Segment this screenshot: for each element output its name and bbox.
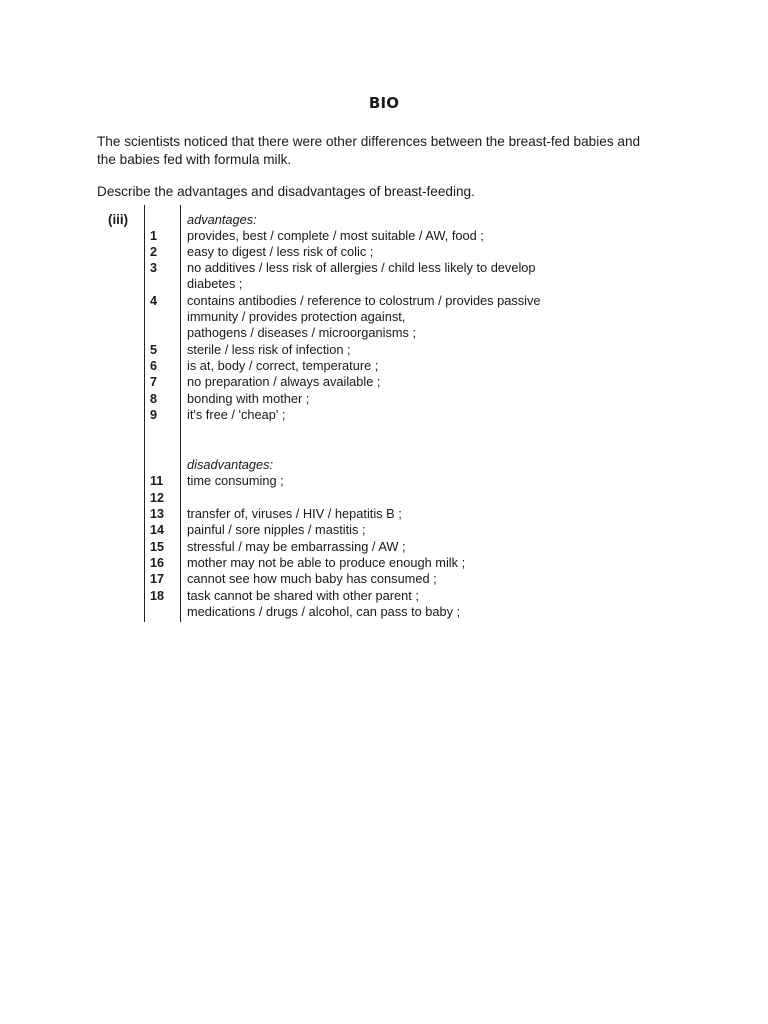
item-number: 5 <box>150 343 158 357</box>
item-number: 11 <box>150 474 164 488</box>
list-item <box>0 358 768 374</box>
list-item <box>0 244 768 260</box>
list-item <box>0 588 768 604</box>
list-item <box>0 276 768 292</box>
item-number: 2 <box>150 245 158 259</box>
item-text: cannot see how much baby has consumed ; <box>187 571 437 586</box>
item-text: painful / sore nipples / mastitis ; <box>187 522 366 537</box>
list-item <box>0 228 768 244</box>
list-item <box>0 325 768 341</box>
item-text: medications / drugs / alcohol, can pass to baby ; <box>187 604 461 619</box>
advantages-heading: advantages: <box>187 212 257 227</box>
item-text: pathogens / diseases / microorganisms ; <box>187 325 417 340</box>
list-item <box>0 293 768 309</box>
item-text: task cannot be shared with other parent ; <box>187 588 419 603</box>
list-item <box>0 571 768 587</box>
item-number: 17 <box>150 572 165 586</box>
item-text: contains antibodies / reference to colostrum / provides passive <box>187 293 541 308</box>
list-item <box>0 260 768 276</box>
advantages-heading-row <box>0 212 768 228</box>
list-item <box>0 309 768 325</box>
list-item <box>0 604 768 620</box>
item-number: 4 <box>150 294 158 308</box>
list-item <box>0 374 768 390</box>
item-number: 16 <box>150 556 165 570</box>
item-text: sterile / less risk of infection ; <box>187 342 351 357</box>
item-number: 6 <box>150 359 158 373</box>
item-number: 9 <box>150 408 158 422</box>
list-item <box>0 407 768 423</box>
item-number: 8 <box>150 392 158 406</box>
item-text: is at, body / correct, temperature ; <box>187 358 379 373</box>
list-item <box>0 539 768 555</box>
list-item <box>0 506 768 522</box>
item-number: 3 <box>150 261 158 275</box>
item-number: 13 <box>150 507 165 521</box>
disadvantages-heading-row <box>0 457 768 473</box>
item-number: 7 <box>150 375 158 389</box>
page-title: BIO <box>368 94 400 112</box>
item-text: stressful / may be embarrassing / AW ; <box>187 539 406 554</box>
item-text: easy to digest / less risk of colic ; <box>187 244 374 259</box>
intro-paragraph: The scientists noticed that there were other differences between the breast-fed babies and the babies fed with formula milk. <box>97 134 641 167</box>
item-text: bonding with mother ; <box>187 391 310 406</box>
list-item <box>0 473 768 489</box>
item-number: 12 <box>150 491 165 505</box>
disadvantages-heading: disadvantages: <box>187 457 274 472</box>
item-text: mother may not be able to produce enough milk ; <box>187 555 466 570</box>
item-text: diabetes ; <box>187 276 243 291</box>
item-text: it's free / 'cheap' ; <box>187 407 286 422</box>
part-label: (iii) <box>108 212 129 227</box>
item-number: 1 <box>150 229 158 243</box>
item-text: no preparation / always available ; <box>187 374 381 389</box>
question-text: Describe the advantages and disadvantages of breast-feeding. <box>97 184 475 199</box>
item-text: immunity / provides protection against, <box>187 309 406 324</box>
item-number: 18 <box>150 589 165 603</box>
item-text: provides, best / complete / most suitable / AW, food ; <box>187 228 484 243</box>
item-number: 14 <box>150 523 165 537</box>
list-item <box>0 522 768 538</box>
item-text: time consuming ; <box>187 473 284 488</box>
list-item <box>0 391 768 407</box>
item-number: 15 <box>150 540 165 554</box>
list-item <box>0 490 768 506</box>
list-item <box>0 342 768 358</box>
list-item <box>0 555 768 571</box>
item-text: no additives / less risk of allergies / child less likely to develop <box>187 260 536 275</box>
item-text: transfer of, viruses / HIV / hepatitis B ; <box>187 506 402 521</box>
